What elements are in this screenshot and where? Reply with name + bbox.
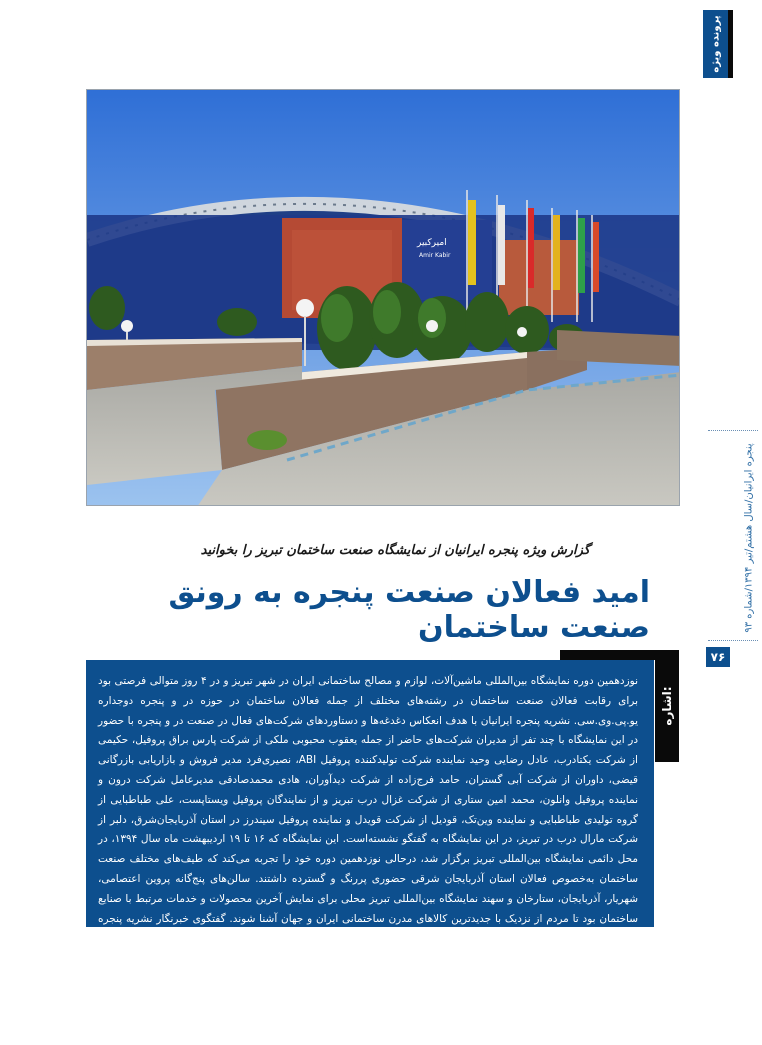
article-title: امید فعالان صنعت پنجره به رونق صنعت ساختمان	[168, 575, 650, 645]
section-tab	[703, 10, 733, 78]
section-tab-label: پرونده ویژه	[710, 15, 721, 73]
photo-sign-subtext: Amir Kabir	[419, 252, 451, 259]
photo-sign-text: امیرکبیر	[417, 238, 447, 248]
issue-info	[742, 430, 756, 645]
intro-box-accent	[560, 650, 655, 660]
intro-label-text: اشاره:	[660, 686, 674, 726]
exhibition-photo	[86, 89, 680, 506]
intro-text: نوزدهمین دوره نمایشگاه بین‌المللی ماشین‌آلات، لوازم و مصالح ساختمانی ایران در شهر تبریز و در ۴ روز متوالی فرصتی بود برای رقابت فعالان صنعت ساختمان در رشته‌های مختلف از جمله فعالان ساختمان در حوزه در و پنجره دوجداره یو.پی.وی.سی. نشریه پنجره ایرانیان با هدف انعکاس دغدغه‌ها و دستاوردهای شرکت‌های فعال در صنعت در و پنجره با حضور در این نمایشگاه با چند تفر از مدیران شرکت‌های حاضر از جمله یعقوب محبوبی ملکی از شرکت پارس براق پروفیل، حکیمی از شرکت یکتادرب، عادل رضایی وحید نماینده شرکت تولیدکننده پروفیل ABI، نصیری‌فرد مدیر فروش و بازاریابی بازرگانی قیضی، داوران از شرکت آبی گستران، حامد فرج‌زاده از شرکت دیدآوران، هادی محمدصادقی مدیرعامل شرکت درون و نماینده پروفیل وانلون، محمد امین ستاری از شرکت غزال درب تبریز و از نمایندگان پروفیل ویستاپست، علی طباطبایی از گروه تولیدی طباطبایی و نماینده وین‌تک، قودیل از شرکت قویدل و نماینده پروفیل سیندرز در استان آذربایجان‌شرق، دلبر از شرکت مارال درب در تبریز، در این نمایشگاه به گفتگو نشسته‌است. این نمایشگاه که ۱۶ تا ۱۹ اردیبهشت ماه سال ۱۳۹۴، در محل دائمی نمایشگاه بین‌المللی تبریز برگزار شد، درحالی نوزدهمین دوره خود را تجربه می‌کند که طیف‌های مختلف صنعت ساختمان به‌خصوص فعالان استان آذربایجان شرقی حضوری پررنگ و گسترده داشتند. سالن‌های پنج‌گانه پروین اعتصامی، شهریار، آذربایجان، ستارخان و سهند نمایشگاه بین‌المللی تبریز محلی برای نمایش آخرین محصولات و خدمات مرتبط با صنایع ساختمان بود تا مردم از نزدیک با جدیدترین کالاهای مدرن ساختمانی ایران و جهان آشنا شوند. گفتگوی خبرنگار نشریه پنجره ایرانیان با برخی از شرکت‌های حاضر در نوزدهمین نمایشگاه بین‌المللی ماشین‌آلات، لوازم و مصالح ساختمانی ایران - تبریز را بخوانید:	[98, 675, 638, 965]
intro-box	[86, 660, 654, 965]
side-divider-bottom	[708, 640, 758, 641]
issue-info-text: پنجره ایرانیان/سال هشتم/تیر ۱۳۹۴/شماره ۹۳	[743, 442, 755, 633]
page-number: ۷۶	[706, 647, 730, 667]
subtitle: گزارش ویژه پنجره ایرانیان از نمایشگاه صنعت ساختمان تبریز را بخوانید	[200, 543, 590, 558]
intro-label	[655, 650, 679, 762]
